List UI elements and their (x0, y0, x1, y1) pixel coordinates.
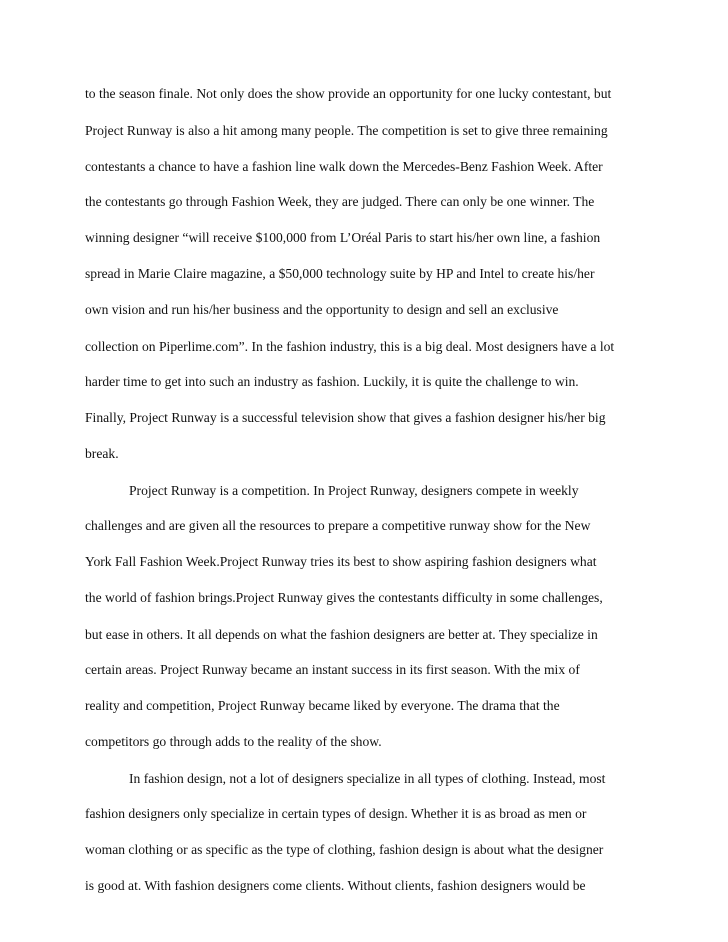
paragraph-first-line: Project Runway is a competition. In Project Runway, designers compete in weekly (129, 483, 579, 498)
text-line: own vision and run his/her business and the opportunity to design and sell an exclusive (85, 302, 559, 317)
text-line: harder time to get into such an industry as fashion. Luckily, it is quite the challenge to win. (85, 374, 579, 389)
text-line: break. (85, 446, 119, 461)
text-line: is good at. With fashion designers come clients. Without clients, fashion designers would be (85, 878, 586, 893)
text-line: woman clothing or as specific as the type of clothing, fashion design is about what the designer (85, 842, 604, 857)
text-line: to the season finale. Not only does the show provide an opportunity for one lucky contestant, but (85, 86, 612, 101)
text-line: Finally, Project Runway is a successful television show that gives a fashion designer his/her big (85, 410, 606, 425)
text-line: collection on Piperlime.com”. In the fashion industry, this is a big deal. Most designers have a lot (85, 339, 615, 354)
text-line: fashion designers only specialize in certain types of design. Whether it is as broad as men or (85, 806, 587, 821)
text-line: contestants a chance to have a fashion line walk down the Mercedes-Benz Fashion Week. After (85, 159, 603, 174)
text-line: certain areas. Project Runway became an instant success in its first season. With the mix of (85, 662, 580, 677)
text-line: but ease in others. It all depends on what the fashion designers are better at. They specialize in (85, 627, 598, 642)
text-line: Project Runway is also a hit among many people. The competition is set to give three remaining (85, 123, 608, 138)
text-line: the world of fashion brings.Project Runway gives the contestants difficulty in some challenges, (85, 590, 603, 605)
text-line: challenges and are given all the resources to prepare a competitive runway show for the New (85, 518, 591, 533)
text-line: spread in Marie Claire magazine, a $50,000 technology suite by HP and Intel to create his/her (85, 266, 595, 281)
paragraph-first-line: In fashion design, not a lot of designers specialize in all types of clothing. Instead, most (129, 771, 606, 786)
text-line: reality and competition, Project Runway became liked by everyone. The drama that the (85, 698, 560, 713)
text-line: competitors go through adds to the reality of the show. (85, 734, 382, 749)
text-line: York Fall Fashion Week.Project Runway tries its best to show aspiring fashion designers what (85, 554, 597, 569)
text-line: the contestants go through Fashion Week, they are judged. There can only be one winner. The (85, 194, 595, 209)
text-line: winning designer “will receive $100,000 from L’Oréal Paris to start his/her own line, a fashion (85, 230, 601, 245)
